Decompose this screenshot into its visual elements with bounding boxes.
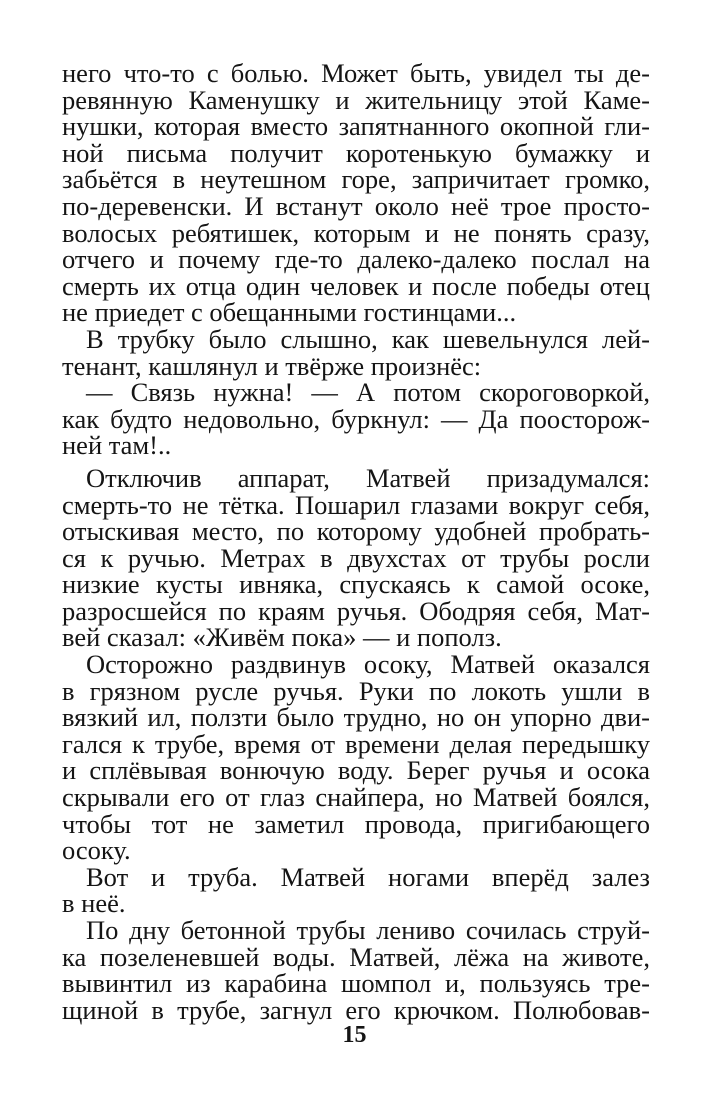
text-line: в грязном русле ручья. Руки по локоть ушли в (62, 675, 650, 706)
text-line: ней там!.. (62, 430, 172, 461)
text-line: ной письма получит коротенькую бумажку и (62, 137, 650, 168)
text-line: по-деревенски. И встанут около неё трое просто- (62, 190, 650, 221)
text-body (62, 60, 650, 1023)
book-page (62, 60, 650, 1060)
text-line: чтобы тот не заметил провода, пригибающего (62, 808, 650, 839)
text-line: тенант, кашлянул и твёрже произнёс: (62, 350, 482, 381)
text-line: Вот и труба. Матвей ногами вперёд залез (86, 861, 650, 892)
text-line: вей сказал: «Живём пока» — и пополз. (62, 622, 502, 653)
paragraph (62, 60, 650, 326)
text-line: низкие кусты ивняка, спускаясь к самой осоке, (62, 569, 650, 600)
text-line: ся к ручью. Метрах в двухстах от трубы росли (62, 542, 650, 573)
text-line: как будто недовольно, буркнул: — Да поосторож- (62, 403, 650, 434)
text-line: в неё. (62, 888, 126, 919)
text-line: нушки, которая вместо запятнанного окопной гли- (62, 111, 650, 142)
text-line: смерть их отца один человек и после победы отец (62, 270, 650, 301)
text-line: В трубку было слышно, как шевельнулся лей- (86, 323, 650, 354)
text-line: смерть-то не тётка. Пошарил глазами вокруг себя, (62, 489, 650, 520)
text-line: отчего и почему где-то далеко-далеко послал на (62, 244, 650, 275)
text-line: — Связь нужна! — А потом скороговоркой, (86, 377, 650, 408)
page-number: 15 (342, 1022, 367, 1048)
paragraph (62, 651, 650, 864)
text-line: вязкий ил, ползти было трудно, но он упорно дви- (62, 702, 650, 733)
text-line: гался к трубе, время от времени делая передышку (62, 728, 650, 759)
text-line: щиной в трубе, загнул его крючком. Полюбовав- (62, 994, 650, 1025)
text-line: По дну бетонной трубы лениво сочилась струй- (86, 915, 650, 945)
text-line: и сплёвывая вонючую воду. Берег ручья и осока (62, 755, 650, 786)
text-line: скрывали его от глаз снайпера, но Матвей боялся, (62, 782, 650, 813)
text-line: ка позеленевшей воды. Матвей, лёжа на животе, (62, 941, 650, 972)
text-line: Отключив аппарат, Матвей призадумался: (86, 462, 650, 493)
text-line: волосых ребятишек, которым и не понять сразу, (62, 217, 650, 248)
text-line: него что-то с болью. Может быть, увидел ты де- (62, 58, 650, 88)
text-line: вывинтил из карабина шомпол и, пользуясь тре- (62, 968, 650, 999)
text-line: осоку. (62, 835, 131, 866)
text-line: забьётся в неутешном горе, запричитает громко, (62, 164, 650, 195)
text-line: ревянную Каменушку и жительницу этой Каме- (62, 84, 650, 115)
text-line: Осторожно раздвинув осоку, Матвей оказался (86, 649, 650, 680)
paragraph (62, 861, 650, 919)
paragraph (62, 323, 650, 381)
paragraph (62, 462, 650, 653)
text-line: отыскивая место, по которому удобней пробрать- (62, 516, 650, 547)
text-line: разросшейся по краям ручья. Ободряя себя, Мат- (62, 595, 650, 626)
paragraph (62, 379, 650, 459)
paragraph (62, 917, 650, 1023)
text-line: не приедет с обещанными гостинцами... (62, 297, 517, 328)
